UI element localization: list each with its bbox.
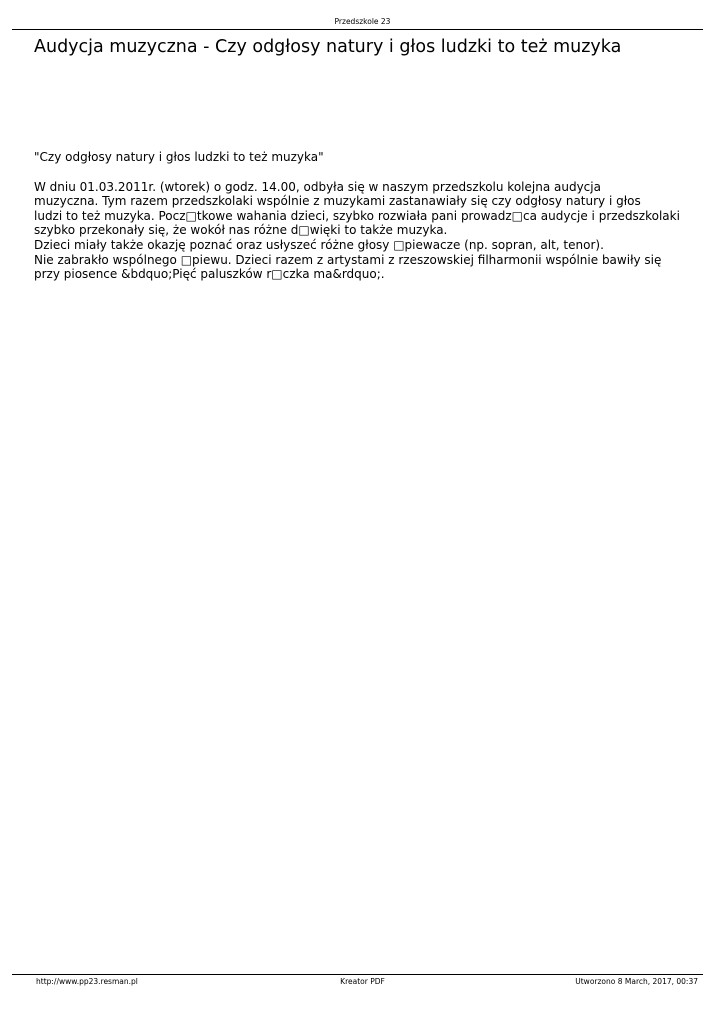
paragraph-line: muzyczna. Tym razem przedszkolaki wspólnie z muzykami zastanawiały się czy odgłosy natury i głos [34,194,641,209]
page-header [0,17,725,26]
header-divider [12,29,703,30]
paragraph-line: Dzieci miały także okazję poznać oraz usłyszeć różne głosy □piewacze (np. sopran, alt, tenor). [34,237,604,252]
paragraph-line: W dniu 01.03.2011r. (wtorek) o godz. 14.00, odbyła się w naszym przedszkolu kolejna audycja [34,179,601,194]
paragraph-line: Nie zabrakło wspólnego □piewu. Dzieci razem z artystami z rzeszowskiej filharmonii wspólnie bawiły się [34,252,662,267]
footer-generator: Kreator PDF [340,977,385,986]
article-title: Audycja muzyczna - Czy odgłosy natury i głos ludzki to też muzyka [34,37,622,57]
paragraph-line: przy piosence &bdquo;Pięć paluszków r□czka ma&rdquo;. [34,267,385,282]
article-body [34,150,694,282]
footer-divider [12,974,703,975]
site-name: Przedszkole 23 [334,17,391,26]
paragraph-line: ludzi to też muzyka. Pocz□tkowe wahania dzieci, szybko rozwiała pani prowadz□ca audycje i przedszkolaki [34,208,680,223]
paragraph-line: szybko przekonały się, że wokół nas różne d□więki to także muzyka. [34,223,448,238]
article-quote: "Czy odgłosy natury i głos ludzki to też muzyka" [34,150,324,164]
article-paragraph [34,180,694,282]
footer-created-date: Utworzono 8 March, 2017, 00:37 [575,977,698,986]
page-footer [0,977,725,987]
footer-url-link[interactable]: http://www.pp23.resman.pl [36,977,138,986]
